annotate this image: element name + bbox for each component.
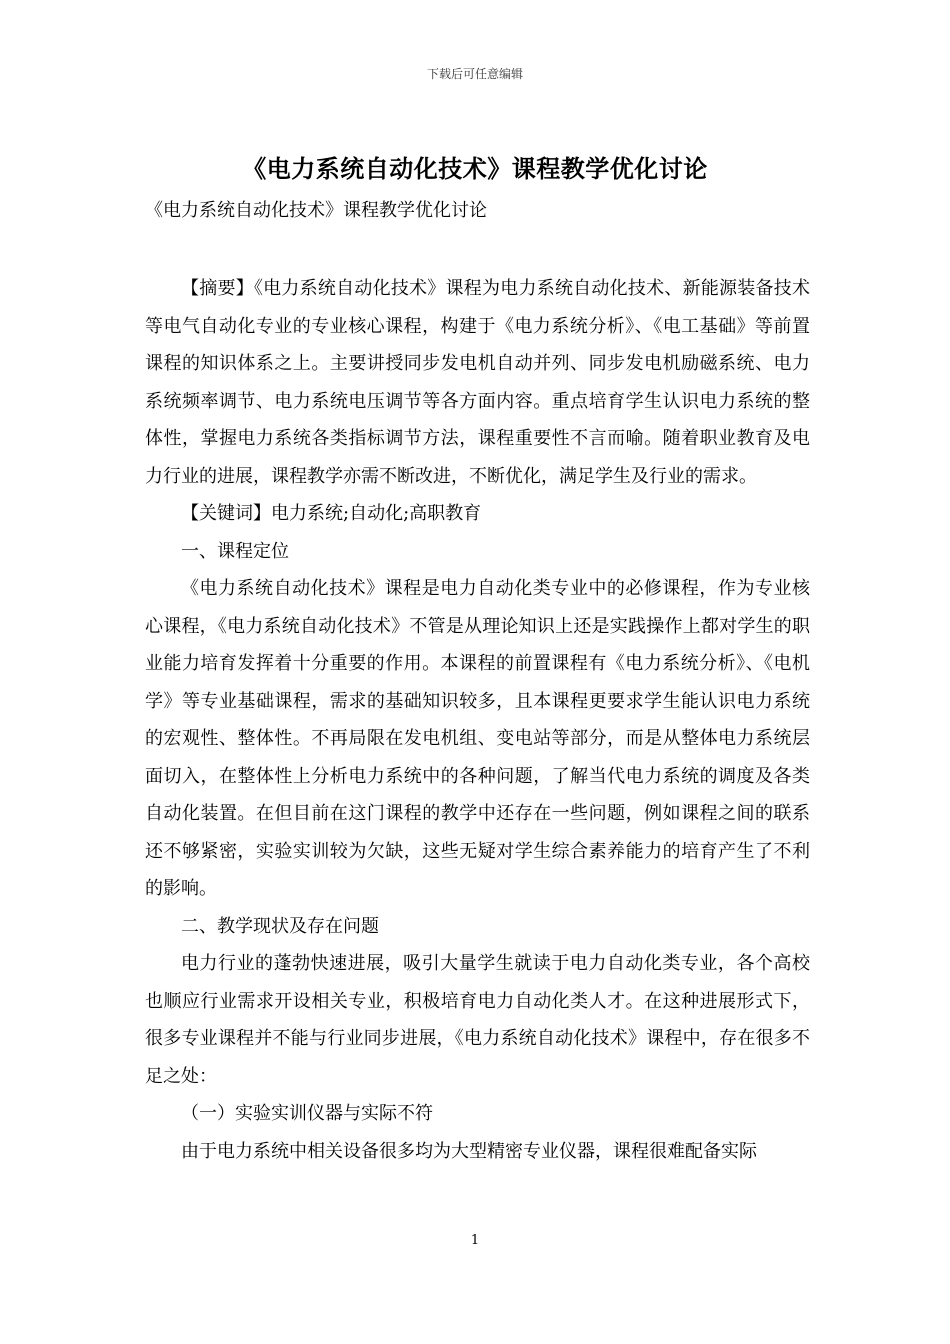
- section-heading-course-positioning: 一、课程定位: [181, 540, 289, 562]
- document-subtitle: 《电力系统自动化技术》课程教学优化讨论: [145, 200, 487, 221]
- subsection-paragraph-lab-equipment: 由于电力系统中相关设备很多均为大型精密专业仪器，课程很难配备实际: [181, 1140, 757, 1162]
- abstract-paragraph: 【摘要】《电力系统自动化技术》课程为电力系统自动化技术、新能源装备技术等电气自动化专业的专业核心课程，构建于《电力系统分析》、《电工基础》等前置课程的知识体系之上。主要讲授同步发电机自动并列、同步发电机励磁系统、电力系统频率调节、电力系统电压调节等各方面内容。重点培育学生认识电力系统的整体性，掌握电力系统各类指标调节方法，课程重要性不言而喻。随着职业教育及电力行业的进展，课程教学亦需不断改进，不断优化，满足学生及行业的需求。: [145, 278, 810, 487]
- header-note: 下载后可任意编辑: [426, 67, 523, 81]
- document-title: 《电力系统自动化技术》课程教学优化讨论: [242, 154, 708, 183]
- keywords-paragraph: 【关键词】电力系统;自动化;高职教育: [181, 503, 482, 524]
- page-number: 1: [470, 1233, 480, 1248]
- section-heading-teaching-status: 二、教学现状及存在问题: [181, 915, 379, 937]
- subsection-heading-lab-equipment: （一）实验实训仪器与实际不符: [181, 1103, 433, 1124]
- document-body: [145, 270, 810, 1170]
- section-paragraph-course-positioning: 《电力系统自动化技术》课程是电力自动化类专业中的必修课程，作为专业核心课程，《电力系统自动化技术》不管是从理论知识上还是实践操作上都对学生的职业能力培育发挥着十分重要的作用。本课程的前置课程有《电力系统分析》、《电机学》等专业基础课程，需求的基础知识较多，且本课程更要求学生能认识电力系统的宏观性、整体性。不再局限在发电机组、变电站等部分，而是从整体电力系统层面切入，在整体性上分析电力系统中的各种问题，了解当代电力系统的调度及各类自动化装置。在但目前在这门课程的教学中还存在一些问题，例如课程之间的联系还不够紧密，实验实训较为欠缺，这些无疑对学生综合素养能力的培育产生了不利的影响。: [145, 578, 810, 899]
- section-paragraph-teaching-status: 电力行业的蓬勃快速进展，吸引大量学生就读于电力自动化类专业，各个高校也顺应行业需求开设相关专业，积极培育电力自动化类人才。在这种进展形式下，很多专业课程并不能与行业同步进展，《电力系统自动化技术》课程中，存在很多不足之处：: [145, 953, 810, 1087]
